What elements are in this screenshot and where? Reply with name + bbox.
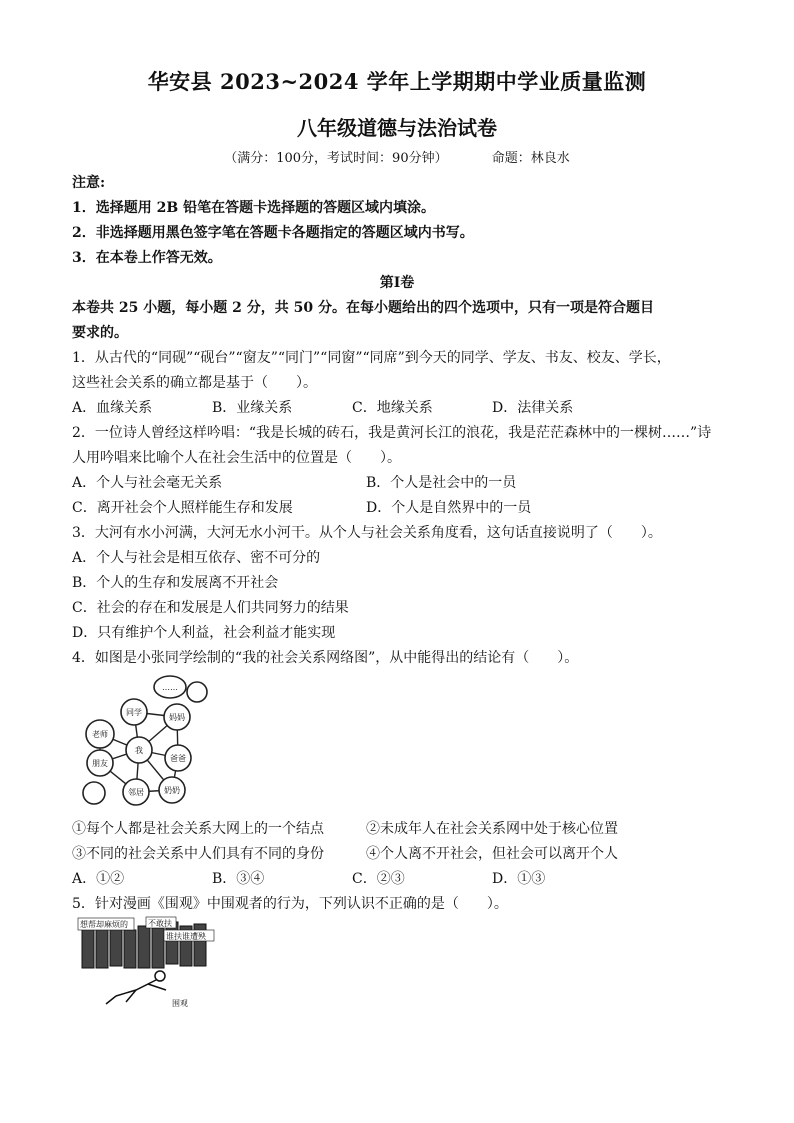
social-network-figure (74, 672, 224, 812)
note-item: 3．在本卷上作答无效。 (72, 250, 222, 266)
question-stem: 这些社会关系的确立都是基于（ ）。 (72, 375, 317, 391)
cartoon-caption: 围观 (172, 999, 188, 1008)
node-label: 邻居 (128, 788, 144, 797)
node-blank (83, 782, 105, 804)
section-title: 第Ⅰ卷 (379, 275, 415, 291)
notes-heading: 注意: (72, 175, 106, 191)
cartoon-figure (76, 916, 218, 1014)
option-a: A．①② (72, 871, 125, 887)
note-item: 2．非选择题用黑色签字笔在答题卡各题指定的答题区域内书写。 (72, 225, 474, 241)
question-stem: 3．大河有水小河满，大河无水小河干。从个人与社会关系角度看，这句话直接说明了（ ）。 (72, 525, 662, 541)
speech-bubble: 想帮却麻烦的 (80, 920, 128, 929)
node-label: 老师 (92, 730, 108, 739)
option-b: B．个人是社会中的一员 (366, 475, 517, 491)
option-a: A．血缘关系 (72, 400, 153, 416)
option-c: C．离开社会个人照样能生存和发展 (72, 500, 293, 516)
section-intro: 本卷共 25 小题，每小题 2 分，共 50 分。在每小题给出的四个选项中，只有一项是符合题目 (72, 300, 654, 316)
question-stem: 1．从古代的“同砚”“砚台”“窗友”“同门”“同窗”“同席”到今天的同学、学友、书友、校友、学长， (72, 350, 671, 366)
exam-meta (0, 147, 794, 166)
onlooker (138, 926, 150, 968)
option-d: D．只有维护个人利益，社会利益才能实现 (72, 625, 336, 641)
option-d: D．法律关系 (492, 400, 574, 416)
node-label: 我 (135, 746, 143, 755)
question-stem: 5．针对漫画《围观》中围观者的行为，下列认识不正确的是（ ）。 (72, 896, 508, 912)
onlooker (152, 928, 164, 968)
option-c: C．社会的存在和发展是人们共同努力的结果 (72, 600, 349, 616)
option-c: C．地缘关系 (352, 400, 433, 416)
onlooker (96, 928, 108, 968)
question-stem: 人用吟唱来比喻个人在社会生活中的位置是（ ）。 (72, 450, 401, 466)
onlooker (124, 930, 136, 968)
option-b: B．③④ (212, 871, 265, 887)
exam-subtitle: 八年级道德与法治试卷 (297, 116, 497, 140)
question-stem: 4．如图是小张同学绘制的“我的社会关系网络图”，从中能得出的结论有（ ）。 (72, 650, 579, 666)
option-d: D．①③ (492, 871, 546, 887)
option-a: A．个人与社会是相互依存、密不可分的 (72, 550, 321, 566)
node-label: 朋友 (92, 759, 108, 768)
speech-bubble: 谁扶谁遭殃 (166, 932, 206, 941)
statement-2: ②未成年人在社会关系网中处于核心位置 (366, 821, 618, 837)
option-b: B．业缘关系 (212, 400, 293, 416)
node-label: 奶奶 (164, 786, 180, 795)
note-item: 1．选择题用 2B 铅笔在答题卡选择题的答题区域内填涂。 (72, 200, 436, 216)
author-info: 命题：林良水 (491, 151, 570, 166)
statement-3: ③不同的社会关系中人们具有不同的身份 (72, 846, 324, 862)
option-a: A．个人与社会毫无关系 (72, 475, 223, 491)
statement-1: ①每个人都是社会关系大网上的一个结点 (72, 821, 324, 837)
question-stem: 2．一位诗人曾经这样吟唱：“我是长城的砖石，我是黄河长江的浪花，我是茫茫森林中的一棵树……”诗 (72, 425, 712, 441)
score-time-info: （满分：100分，考试时间：90分钟） (224, 151, 448, 166)
node-label: 妈妈 (169, 713, 185, 722)
statement-4: ④个人离不开社会，但社会可以离开个人 (366, 846, 618, 862)
node-blank (187, 682, 207, 702)
exam-title: 华安县 2023~2024 学年上学期期中学业质量监测 (147, 69, 647, 94)
node-label: …… (162, 683, 178, 692)
section-intro: 要求的。 (72, 325, 128, 341)
option-d: D．个人是自然界中的一员 (366, 500, 532, 516)
option-c: C．②③ (352, 871, 405, 887)
node-label: 爸爸 (170, 754, 186, 763)
onlooker (82, 924, 94, 968)
option-b: B．个人的生存和发展离不开社会 (72, 575, 279, 591)
speech-bubble: 不敢扶 (148, 919, 172, 928)
node-label: 同学 (126, 708, 142, 717)
